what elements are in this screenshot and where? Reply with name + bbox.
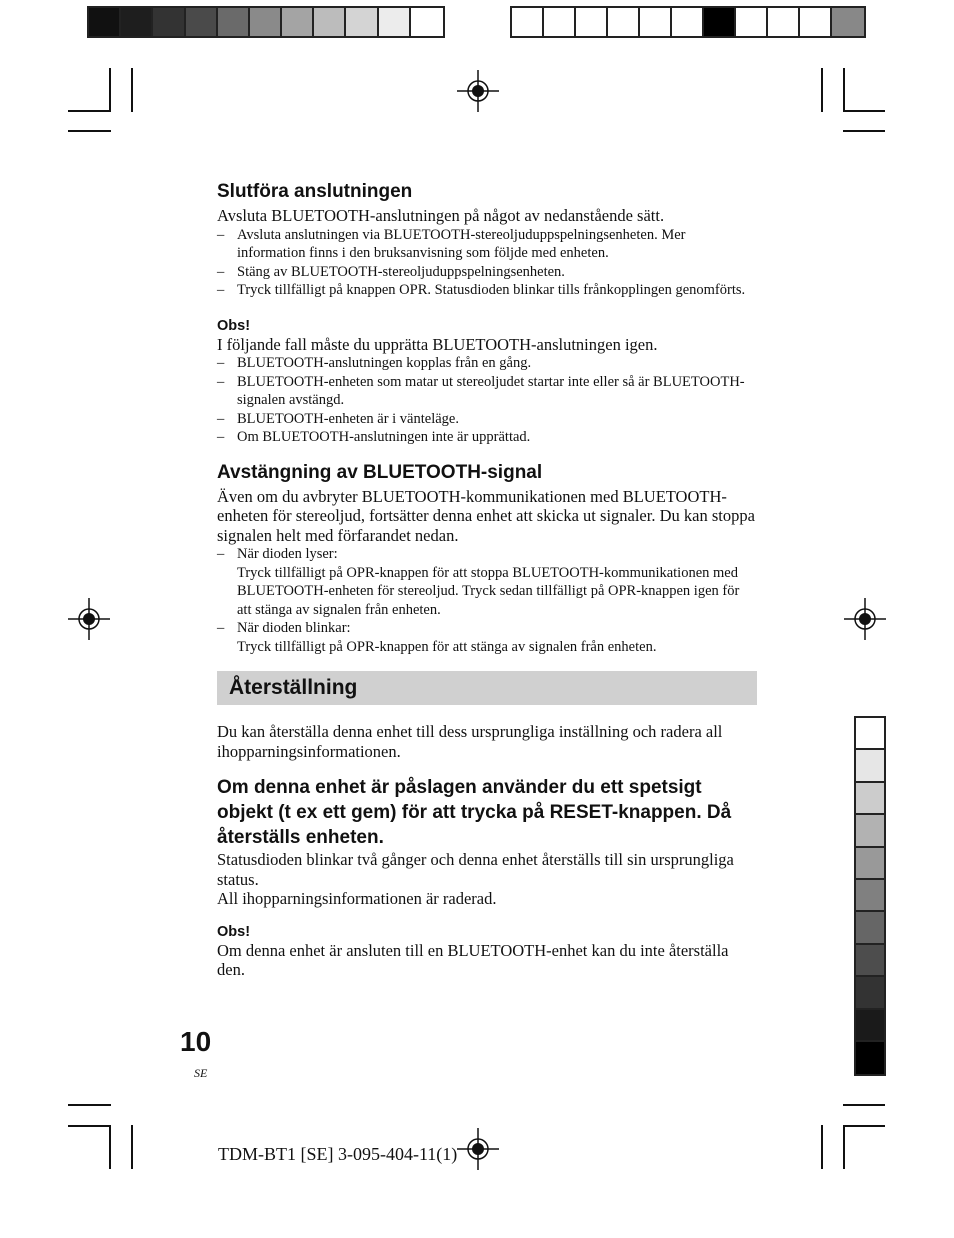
color-swatch [121, 8, 153, 36]
color-swatch [856, 815, 884, 847]
color-swatch [314, 8, 346, 36]
color-swatch [282, 8, 314, 36]
color-swatch [379, 8, 411, 36]
color-swatch [856, 912, 884, 944]
dash-list [217, 354, 757, 447]
note-intro: I följande fall måste du upprätta BLUETOOTH-anslutningen igen. [217, 334, 658, 354]
section-heading-slutfora: Slutföra anslutningen [217, 181, 413, 202]
list-item-label: – När dioden blinkar: [237, 620, 351, 636]
page-content [217, 180, 757, 980]
color-calibration-bar-right [510, 6, 866, 38]
list-item: – Stäng av BLUETOOTH-stereoljuduppspelningsenheten. [217, 263, 757, 282]
color-swatch [768, 8, 800, 36]
color-swatch [856, 783, 884, 815]
color-swatch [800, 8, 832, 36]
list-item: – Tryck tillfälligt på knappen OPR. Statusdioden blinkar tills frånkopplingen genomförts. [217, 281, 757, 300]
section-intro: Även om du avbryter BLUETOOTH-kommunikationen med BLUETOOTH-enheten för stereoljud, fortsätter denna enhet att skicka ut signaler. Du kan stoppa signalen helt med förfarandet nedan. [217, 486, 755, 545]
color-swatch [186, 8, 218, 36]
list-item [217, 545, 757, 619]
result-text: All ihopparningsinformationen är raderad. [217, 889, 497, 908]
color-swatch [153, 8, 185, 36]
color-swatch [856, 977, 884, 1009]
color-swatch [672, 8, 704, 36]
color-swatch [411, 8, 443, 36]
dash-list [217, 226, 757, 300]
color-swatch [856, 1042, 884, 1074]
color-swatch [218, 8, 250, 36]
color-swatch [576, 8, 608, 36]
registration-mark-right [844, 598, 886, 640]
section-intro: Du kan återställa denna enhet till dess ursprungliga inställning och radera all ihopparningsinformationen. [217, 722, 723, 761]
list-item-text: Tryck tillfälligt på OPR-knappen för att stoppa BLUETOOTH-kommunikationen med BLUETOOTH-enheten för stereoljud. Tryck sedan tillfälligt på OPR-knappen igen för att stänga av signalen från enheten. [237, 564, 740, 618]
section-intro: Avsluta BLUETOOTH-anslutningen på något av nedanstående sätt. [217, 206, 665, 225]
registration-mark-top [457, 70, 499, 112]
note-text: Om denna enhet är ansluten till en BLUETOOTH-enhet kan du inte återställa den. [217, 940, 729, 979]
color-swatch [856, 718, 884, 750]
page-language: SE [194, 1066, 208, 1080]
instruction-text: Om denna enhet är påslagen använder du ett spetsigt objekt (t ex ett gem) för att trycka på RESET-knappen. Då återställs enheten. [217, 777, 732, 848]
color-swatch [346, 8, 378, 36]
color-swatch [704, 8, 736, 36]
list-item: – Avsluta anslutningen via BLUETOOTH-stereoljuduppspelningsenheten. Mer information finns i den bruksanvisning som följde med enheten. [217, 226, 757, 263]
dash-list [217, 545, 757, 656]
color-swatch [856, 1010, 884, 1042]
list-item: – BLUETOOTH-enheten som matar ut stereoljudet startar inte eller så är BLUETOOTH-signalen avstängd. [217, 373, 757, 410]
color-calibration-bar-left [87, 6, 445, 38]
registration-mark-bottom [457, 1128, 499, 1170]
footer-model-code: TDM-BT1 [SE] 3-095-404-11(1) [218, 1144, 458, 1164]
registration-mark-left [68, 598, 110, 640]
list-item: – BLUETOOTH-anslutningen kopplas från en gång. [217, 354, 757, 373]
list-item: – BLUETOOTH-enheten är i vänteläge. [217, 410, 757, 429]
color-swatch [250, 8, 282, 36]
list-item-text: Tryck tillfälligt på OPR-knappen för att stänga av signalen från enheten. [237, 638, 657, 655]
result-text: Statusdioden blinkar två gånger och denna enhet återställs till sin ursprungliga status. [217, 850, 734, 889]
color-swatch [608, 8, 640, 36]
color-swatch [640, 8, 672, 36]
section-heading-avstangning: Avstängning av BLUETOOTH-signal [217, 461, 543, 483]
color-swatch [544, 8, 576, 36]
color-swatch [832, 8, 864, 36]
page-number: 10 [180, 1026, 212, 1057]
color-swatch [856, 880, 884, 912]
list-item-label: – När dioden lyser: [237, 546, 338, 562]
list-item: – Om BLUETOOTH-anslutningen inte är upprättad. [217, 428, 757, 447]
section-title: Återställning [229, 676, 358, 699]
color-calibration-bar-side [854, 716, 886, 1076]
color-swatch [856, 945, 884, 977]
section-title-band [217, 671, 757, 705]
color-swatch [512, 8, 544, 36]
color-swatch [736, 8, 768, 36]
note-label: Obs! [217, 923, 251, 940]
color-swatch [856, 750, 884, 782]
list-item [217, 619, 757, 656]
note-label: Obs! [217, 317, 251, 334]
color-swatch [856, 848, 884, 880]
color-swatch [89, 8, 121, 36]
